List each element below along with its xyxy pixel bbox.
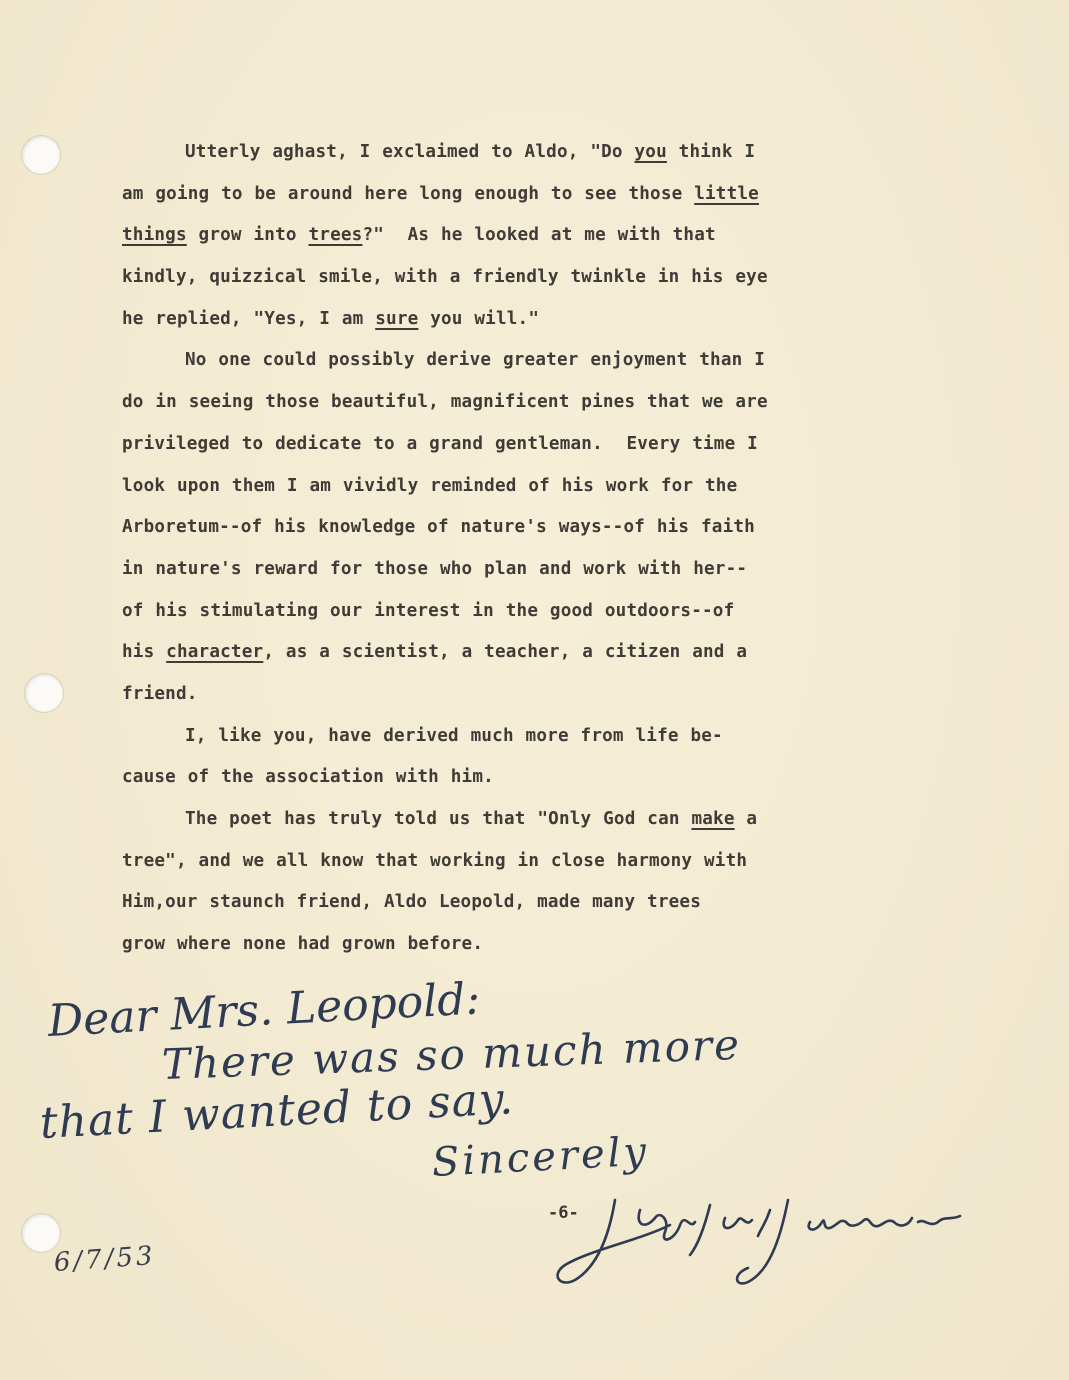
underlined-word: character bbox=[166, 642, 264, 663]
underlined-word: things bbox=[122, 225, 187, 246]
text-segment: ?" As he looked at me with that bbox=[362, 225, 716, 246]
handwritten-note-line: that I wanted to say. bbox=[38, 1073, 516, 1149]
letter-line bbox=[122, 174, 882, 216]
text-segment: The poet has truly told us that "Only God can bbox=[185, 809, 692, 829]
letter-line bbox=[122, 674, 882, 716]
letter-line bbox=[122, 757, 882, 799]
text-segment: do in seeing those beautiful, magnificent pines that we are bbox=[122, 392, 768, 413]
letter-line bbox=[122, 841, 882, 883]
letter-line bbox=[122, 799, 882, 841]
letter-line bbox=[122, 424, 882, 466]
letter-line bbox=[122, 257, 882, 299]
text-segment: Him,our staunch friend, Aldo Leopold, made many trees bbox=[122, 892, 701, 913]
text-segment: Utterly aghast, I exclaimed to Aldo, "Do bbox=[185, 142, 635, 162]
text-segment: of his stimulating our interest in the good outdoors--of bbox=[122, 600, 735, 621]
underlined-word: make bbox=[691, 809, 735, 829]
text-segment: cause of the association with him. bbox=[122, 767, 494, 788]
text-segment: No one could possibly derive greater enjoyment than I bbox=[185, 350, 765, 371]
letter-line bbox=[122, 549, 882, 591]
text-segment: look upon them I am vividly reminded of his work for the bbox=[122, 475, 738, 496]
text-segment: Arboretum--of his knowledge of nature's ways--of his faith bbox=[122, 517, 755, 538]
letter-line bbox=[122, 299, 882, 341]
text-segment: friend. bbox=[122, 683, 198, 704]
handwritten-note-line: There was so much more bbox=[161, 1019, 742, 1089]
text-segment: think I bbox=[666, 142, 756, 162]
text-segment: privileged to dedicate to a grand gentleman. Every time I bbox=[122, 433, 758, 454]
page-number: -6- bbox=[548, 1203, 579, 1223]
letter-line bbox=[122, 382, 882, 424]
text-segment: he replied, "Yes, I am bbox=[122, 308, 376, 329]
punch-hole bbox=[21, 135, 61, 175]
letter-line bbox=[122, 132, 882, 174]
handwritten-date: 6/7/53 bbox=[52, 1240, 157, 1278]
letter-line bbox=[122, 882, 882, 924]
letter-line bbox=[122, 591, 882, 633]
letter-line bbox=[122, 340, 882, 382]
letter-line bbox=[122, 716, 882, 758]
text-segment: I, like you, have derived much more from life be- bbox=[185, 725, 723, 746]
text-segment: in nature's reward for those who plan and work with her-- bbox=[122, 558, 748, 579]
text-segment: am going to be around here long enough to see those bbox=[122, 183, 695, 204]
underlined-word: trees bbox=[308, 225, 363, 246]
text-segment: tree", and we all know that working in close harmony with bbox=[122, 850, 748, 871]
text-segment: grow into bbox=[186, 225, 309, 246]
signature bbox=[520, 1170, 980, 1300]
underlined-word: sure bbox=[375, 308, 419, 329]
text-segment: , as a scientist, a teacher, a citizen and a bbox=[263, 642, 748, 663]
handwritten-salutation: Dear Mrs. Leopold: bbox=[46, 973, 482, 1047]
handwritten-closing: Sincerely bbox=[430, 1128, 651, 1186]
letter-line bbox=[122, 632, 882, 674]
typed-letter-body bbox=[122, 132, 882, 966]
letter-line bbox=[122, 924, 882, 966]
text-segment: grow where none had grown before. bbox=[122, 934, 484, 955]
letter-line bbox=[122, 215, 882, 257]
underlined-word: you bbox=[634, 142, 667, 162]
text-segment: a bbox=[734, 809, 758, 829]
letter-line bbox=[122, 507, 882, 549]
text-segment: his bbox=[122, 642, 167, 663]
text-segment: kindly, quizzical smile, with a friendly twinkle in his eye bbox=[122, 267, 768, 288]
text-segment: you will." bbox=[418, 308, 540, 329]
underlined-word: little bbox=[694, 183, 759, 204]
punch-hole bbox=[24, 673, 64, 713]
letter-line bbox=[122, 466, 882, 508]
